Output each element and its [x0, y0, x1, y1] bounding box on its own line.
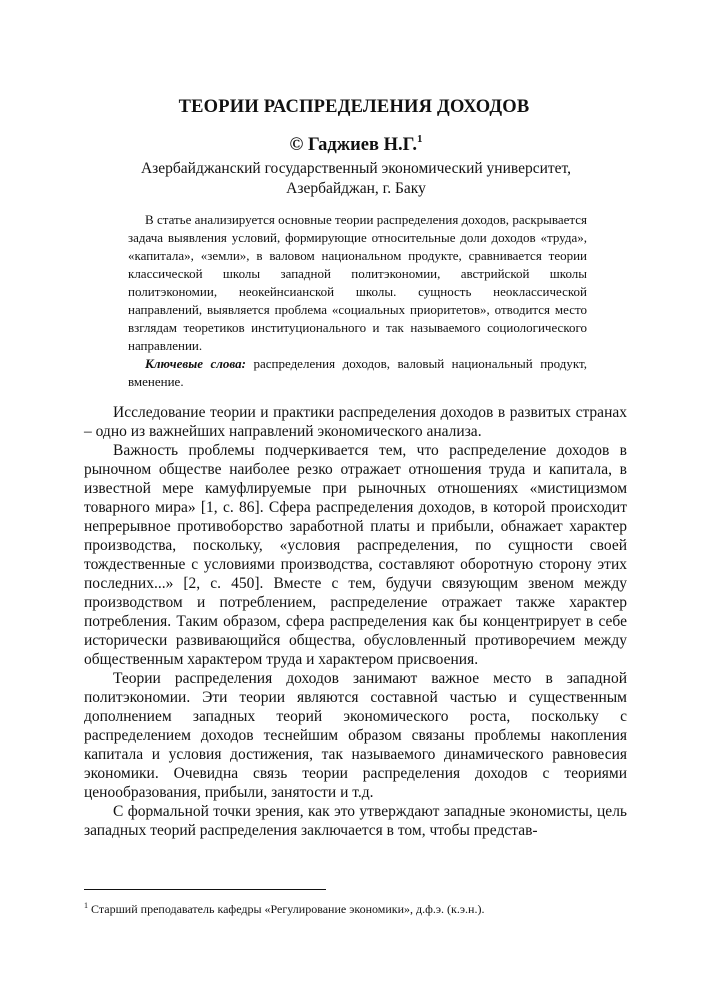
body-paragraph-1: Исследование теории и практики распределения доходов в развитых странах – одно из важнейших направлений экономического анализа.	[84, 404, 627, 440]
author-line	[84, 133, 628, 157]
footnote	[84, 901, 624, 917]
keywords-label: Ключевые слова:	[145, 356, 246, 371]
affiliation	[84, 159, 628, 199]
footnote-text: Старший преподаватель кафедры «Регулирование экономики», д.ф.э. (к.э.н.).	[88, 902, 485, 916]
body-paragraph-3: Теории распределения доходов занимают важное место в западной политэкономии. Эти теории являются составной частью и существенным дополнением западных теорий экономического роста, поскольку с распределением доходов теснейшим образом связаны проблемы накопления капитала и условия достижения, так называемого динамического равновесия экономики. Очевидна связь теории распределения доходов с теориями ценообразования, прибыли, занятости и т.д.	[84, 670, 627, 801]
keywords	[128, 355, 587, 391]
affiliation-line-1: Азербайджанский государственный экономический университет,	[140, 160, 572, 177]
abstract-text: В статье анализируется основные теории распределения доходов, раскрывается задача выявления условий, формирующие относительные доли доходов «труда», «капитала», «земли», в валовом национальном продукте, сравнивается теории классической школы западной политэкономии, австрийской школы политэкономии, неокейнсианской школы. сущность неоклассической направлений, выявляется проблема «социальных приоритетов», отводится место взглядам теоретиков институционального и так называемого социологического направлении.	[128, 212, 587, 353]
footnote-divider	[84, 889, 326, 890]
keywords-list: распределения доходов, валовый национальный продукт, вменение.	[128, 356, 587, 389]
footnote-mark: 1	[84, 901, 88, 910]
affiliation-line-2: Азербайджан, г. Баку	[286, 180, 426, 197]
abstract	[128, 211, 587, 391]
body-paragraph-2: Важность проблемы подчеркивается тем, что распределение доходов в рыночном обществе наиболее резко отражает отношения труда и капитала, в известной мере камуфлируемые при рыночных отношениях «мистицизмом товарного мира» [1, с. 86]. Сфера распределения доходов, в которой происходит непрерывное противоборство заработной платы и прибыли, обнажает характер производства, поскольку, «условия распределения, по сущности своей тождественные с условиями производства, составляют оборотную сторону этих последних...» [2, с. 450]. Вместе с тем, будучи связующим звеном между производством и потреблением, распределение отражает также характер потребления. Таким образом, сфера распределения как бы концентрирует в себе исторически развивающийся общества, обусловленный противоречием между общественным характером труда и характером присвоения.	[84, 442, 627, 668]
body-text	[84, 403, 627, 840]
paper-title: ТЕОРИИ РАСПРЕДЕЛЕНИЯ ДОХОДОВ	[178, 97, 530, 117]
author-footnote-mark: 1	[416, 133, 423, 145]
body-paragraph-4: С формальной точки зрения, как это утверждают западные экономисты, цель западных теорий распределения заключается в том, чтобы представ-	[84, 803, 627, 839]
author-name: © Гаджиев Н.Г.	[289, 135, 417, 155]
